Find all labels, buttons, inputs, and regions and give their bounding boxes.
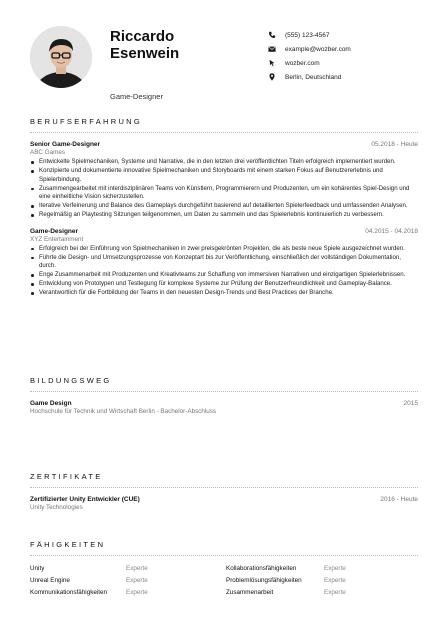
- mail-icon: [268, 45, 276, 53]
- full-name: [110, 28, 260, 62]
- section-title-education: BILDUNGSWEG: [30, 376, 112, 385]
- bullet-item: Zusammengearbeitet mit interdisziplinären Teams von Künstlern, Programmierern und Produzenten, um ein kohärentes Spiel-Design und eine einheitliche Vision sicherzustellen.: [39, 185, 418, 202]
- section-divider: [30, 487, 418, 488]
- phone-number[interactable]: (555) 123-4567: [285, 31, 330, 39]
- avatar: [30, 26, 92, 88]
- graduation-year: 2015: [403, 400, 418, 407]
- certificate-date: 2016 - Heute: [380, 496, 418, 503]
- job-bullets: [30, 158, 418, 220]
- website-link[interactable]: wozber.com: [285, 59, 320, 67]
- link-icon: [268, 59, 276, 67]
- skills-grid: [30, 565, 418, 596]
- section-divider: [30, 555, 418, 556]
- contact-list: [268, 28, 428, 84]
- resume-header: [30, 26, 418, 101]
- skill-name: Problemlösungsfähigkeiten: [226, 577, 302, 584]
- section-divider: [30, 391, 418, 392]
- skill-level: Experte: [126, 577, 148, 584]
- skill-level: Experte: [324, 577, 346, 584]
- certificate-issuer: Unity Technologies: [30, 504, 83, 511]
- bullet-item: Iterative Verfeinerung und Balance des Gameplays durchgeführt basierend auf detaillierten Spielerfeedback und umfassenden Analysen.: [39, 202, 418, 211]
- skill-level: Experte: [126, 589, 148, 596]
- skill-name: Unreal Engine: [30, 577, 70, 584]
- job-bullets: [30, 245, 418, 298]
- last-name: Esenwein: [110, 45, 180, 62]
- bullet-item: Entwicklung von Prototypen und Testlegung für komplexe Systeme zur Prüfung der Benutzerfreundlichkeit und Gameplay-Balance.: [39, 280, 418, 289]
- bullet-item: Regelmäßig an Playtesting Sitzungen teilgenommen, um Daten zu sammeln und das Spielerlebnis kontinuierlich zu verbessern.: [39, 211, 418, 220]
- bullet-item: Erfolgreich bei der Einführung von Spielmechaniken in zwei preisgekrönten Projekten, die als beste neue Spiele ausgezeichnet wurden.: [39, 245, 418, 254]
- bullet-item: Enge Zusammenarbeit mit Produzenten und Kreativteams zur Schaffung von immersiven Narrativen und einzigartigen Spielerlebnissen.: [39, 271, 418, 280]
- email-address[interactable]: example@wozber.com: [285, 45, 351, 53]
- job-entry: [30, 141, 418, 220]
- job-title: Game-Designer: [30, 227, 79, 235]
- experience-section: [30, 117, 418, 298]
- bullet-item: Konzipierte und dokumentierte innovative Spielmechaniken und Storyboards mit einem starken Fokus auf Benutzererlebnis und Spielerbindung.: [39, 167, 418, 184]
- location-pin-icon: [268, 73, 276, 81]
- skills-section: [30, 540, 418, 596]
- job-header: [30, 228, 418, 235]
- education-header: [30, 400, 418, 407]
- contact-location: [268, 70, 428, 84]
- skill-name: Kollaborationsfähigkeiten: [226, 565, 297, 572]
- certificates-section: [30, 472, 418, 511]
- skill-name: Unity: [30, 565, 45, 572]
- job-date: 05.2018 - Heute: [371, 141, 418, 148]
- skill-name: Kommunikationsfähigkeiten: [30, 589, 108, 596]
- contact-website: [268, 56, 428, 70]
- profile-photo-icon: [30, 26, 92, 88]
- job-title: Senior Game-Designer: [30, 141, 101, 148]
- first-name: Riccardo: [110, 28, 175, 45]
- section-title-skills: FÄHIGKEITEN: [30, 540, 106, 549]
- bullet-item: Führte die Design- und Umsetzungsprozesse von Konzeptart bis zur Veröffentlichung, einschließlich der vollständigen Dokumentation, durch.: [39, 254, 418, 271]
- bullet-item: Entwickelte Spielmechaniken, Systeme und Narrative, die in den letzten drei veröffentlichten Titeln erfolgreich implementiert wurden.: [39, 158, 418, 167]
- degree-title: Game Design: [30, 400, 72, 407]
- education-section: [30, 376, 418, 415]
- certificate-name: Zertifizierter Unity Entwickler (CUE): [30, 496, 140, 503]
- section-divider: [30, 132, 418, 133]
- bullet-item: Verantwortlich für die Fortbildung der Teams in den neuesten Design-Trends und Best Practices der Branche.: [39, 289, 418, 298]
- skill-level: Experte: [324, 589, 346, 596]
- location-text: Berlin, Deutschland: [285, 73, 342, 81]
- job-company: XYZ Entertainment: [30, 235, 84, 243]
- certificate-header: [30, 496, 418, 503]
- job-entry: [30, 228, 418, 298]
- job-role: Game-Designer: [110, 92, 163, 101]
- school-name: Hochschule für Technik und Wirtschaft Berlin - Bachelor-Abschluss: [30, 408, 217, 415]
- skill-level: Experte: [126, 565, 148, 572]
- section-title-certificates: ZERTIFIKATE: [30, 472, 103, 481]
- skill-name: Zusammenarbeit: [226, 589, 274, 596]
- section-title-experience: BERUFSERFAHRUNG: [30, 117, 143, 126]
- job-header: [30, 141, 418, 148]
- contact-email: [268, 42, 428, 56]
- job-date: 04.2015 - 04.2018: [365, 227, 418, 235]
- contact-phone: [268, 28, 428, 42]
- phone-icon: [268, 31, 276, 39]
- job-company: ABC Games: [30, 149, 65, 156]
- skill-level: Experte: [324, 565, 346, 572]
